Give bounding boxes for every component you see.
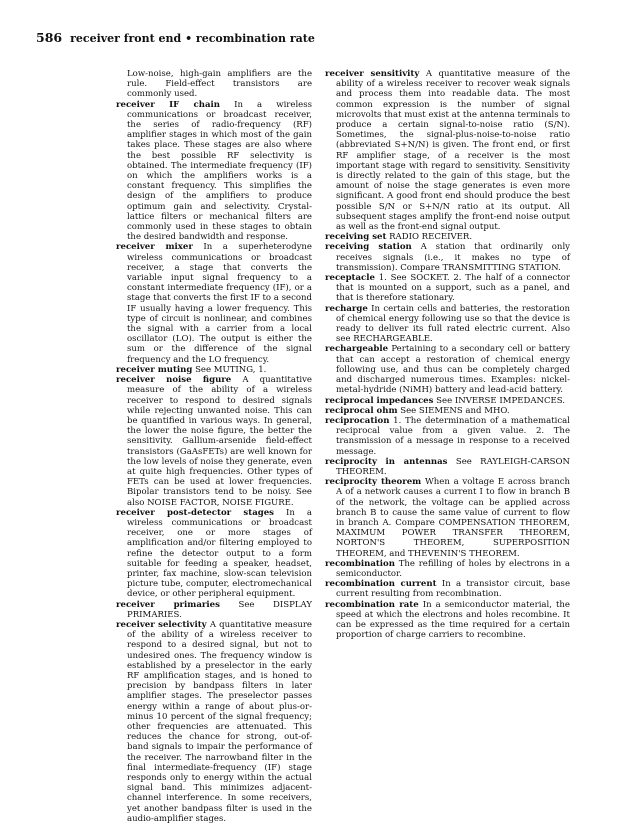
entry-definition: See DISPLAY PRIMARIES. — [127, 599, 312, 620]
dictionary-entry — [325, 304, 570, 345]
entry-definition: A quantitative measure of the ability of a wireless receiver to respond to desired signals while rejecting unwanted noise. This can be quantified in various ways. In general, the lower the noise figure, the better the sensitivity. Gallium-arsenide field-effect transistors (GaAsFETs) are well known for the low levels of noise they generate, even at quite high frequencies. Other types of FETs can be used at lower frequencies. Bipolar transistors tend to be noisy. See also NOISE FACTOR, NOISE FIGURE. — [127, 375, 312, 508]
dictionary-entry — [325, 242, 570, 273]
running-head: receiver front end • recombination rate — [70, 32, 315, 45]
entry-term: reciprocation — [325, 415, 390, 426]
entry-definition: A quantitative measure of the ability of a wireless receiver to recover weak signals and process them into readable data. The most common expression is the number of signal microvolts that must exist at the antenna terminals to produce a certain signal-to-noise ratio (S/N). Sometimes, the signal-plus-noise-to-noise ratio (abbreviated S+N/N) is given. The front end, or first RF amplifier stage, of a receiver is the most important stage with regard to sensitivity. Sensitivity is directly related to the gain of this stage, but the amount of noise the stage generates is even more significant. A good front end should produce the best possible S/N or S+N/N ratio at its output. All subsequent stages amplify the front-end noise output as well as the front-end signal output. — [336, 69, 571, 233]
entry-definition: A quantitative measure of the ability of a wireless receiver to respond to a desired signal, but not to undesired ones. The frequency window is established by a preselector in the early RF amplification stages, and is honed to precision by bandpass filters in later amplifier stages. The preselector passes energy within a range of about plus-or-minus 10 percent of the signal frequency; other frequencies are attenuated. This reduces the chance for strong, out-of-band signals to impair the performance of the receiver. The narrowband filter in the final intermediate-frequency (IF) stage responds only to energy within the actual signal band. This minimizes adjacent-channel interference. In some receivers, yet another bandpass filter is used in the audio-amplifier stages. — [127, 619, 312, 824]
entry-definition: See INVERSE IMPEDANCES. — [436, 395, 566, 406]
entry-term: reciprocal ohm — [325, 405, 398, 416]
dictionary-entry — [116, 100, 312, 243]
entry-term: rechargeable — [325, 344, 389, 355]
dictionary-entry — [116, 242, 312, 364]
dictionary-entry — [325, 69, 570, 232]
entry-term: recombination current — [325, 579, 437, 590]
dictionary-entry — [116, 620, 312, 824]
entry-term: receiver selectivity — [116, 619, 207, 630]
dictionary-entry — [325, 416, 570, 457]
entry-definition: Pertaining to a secondary cell or battery that can accept a restoration of chemical energy following use, and thus can be completely charged and discharged numerous times. Examples: nickel-metal-hydride (NiMH) battery and lead-acid battery. — [336, 344, 571, 396]
entry-definition: In a wireless communications or broadcast receiver, the series of radio-frequency (RF) amplifier stages in which most of the gain takes place. These stages are also where the best possible RF selectivity is obtained. The intermediate frequency (IF) on which the amplifiers works is a constant frequency. This simplifies the design of the amplifiers to produce optimum gain and selectivity. Crystal-lattice filters or mechanical filters are commonly used in these stages to obtain the desired bandwidth and response. — [127, 99, 313, 243]
entry-definition: In certain cells and batteries, the restoration of chemical energy following use so that the device is ready to deliver its full rated electric current. Also see RECHARGEABLE. — [336, 303, 571, 345]
entry-definition: 1. The determination of a mathematical reciprocal value from a given value. 2. The transmission of a message in response to a received message. — [336, 415, 571, 457]
entry-definition: 1. See SOCKET. 2. The half of a connector that is mounted on a support, such as a panel, and that is therefore stationary. — [336, 273, 570, 304]
entry-definition: See SIEMENS and MHO. — [400, 405, 510, 416]
dictionary-entry — [116, 600, 312, 620]
page-header — [36, 30, 315, 45]
entry-term: receiver IF chain — [116, 99, 220, 110]
entry-definition: In a semiconductor material, the speed at which the electrons and holes recombine. It can be expressed as the time required for a certain proportion of charge carriers to recombine. — [336, 599, 570, 641]
entry-term: receiver sensitivity — [325, 69, 420, 79]
entry-term: receiver noise figure — [116, 375, 232, 386]
entry-definition: In a wireless communications or broadcast receiver, one or more stages of amplification and/or filtering employed to refine the detector output to a form suitable for feeding a speaker, headset, printer, fax machine, slow-scan television picture tube, computer, electromechanical device, or other peripheral equipment. — [127, 507, 312, 600]
entry-term: recombination rate — [325, 599, 419, 610]
page-number: 586 — [36, 30, 63, 45]
dictionary-entry — [116, 508, 312, 600]
entry-definition: See RAYLEIGH-CARSON THEOREM. — [336, 456, 570, 477]
dictionary-entry — [325, 579, 570, 599]
entry-definition: In a transistor circuit, base current resulting from recombination. — [336, 579, 570, 600]
dictionary-entry — [325, 396, 570, 406]
entry-definition: When a voltage E across branch A of a network causes a current I to flow in branch B of the network, the voltage can be applied across branch B to cause the same value of current to flow in branch A. Compare COMPENSATION THEOREM, MAXIMUM POWER TRANSFER THEOREM, NORTON'S THEOREM, SUPERPOSITION THEOREM, and THEVENIN'S THEOREM. — [336, 477, 571, 559]
entry-definition: See MUTING, 1. — [195, 364, 267, 375]
entry-term: recharge — [325, 303, 368, 314]
dictionary-entry — [325, 232, 570, 242]
entry-definition: RADIO RECEIVER. — [389, 232, 473, 243]
dictionary-entry — [325, 344, 570, 395]
left-column — [116, 69, 312, 824]
entry-term: receiver post-detector stages — [116, 507, 274, 518]
dictionary-entry — [325, 273, 570, 304]
dictionary-entry — [325, 559, 570, 579]
entry-definition: In a superheterodyne wireless communications or broadcast receiver, a stage that converts the variable input signal frequency to a constant intermediate frequency (IF), or a stage that converts the first IF to a second IF usually having a lower frequency. This type of circuit is nonlinear, and combines the signal with a carrier from a local oscillator (LO). The output is either the sum or the difference of the signal frequency and the LO frequency. — [127, 242, 312, 365]
dictionary-entry — [116, 375, 312, 508]
entry-term: reciprocal impedances — [325, 395, 434, 406]
entry-term: receiver primaries — [116, 599, 220, 610]
entry-definition: A station that ordinarily only receives signals (i.e., it makes no type of transmission). Compare TRANSMITTING STATION. — [336, 242, 571, 273]
dictionary-entry — [116, 365, 312, 375]
dictionary-entry — [116, 69, 312, 100]
dictionary-entry — [325, 457, 570, 477]
entry-term: recombination — [325, 558, 395, 569]
right-column — [325, 69, 570, 640]
entry-term: reciprocity in antennas — [325, 456, 448, 467]
entry-definition: Low-noise, high-gain amplifiers are the rule. Field-effect transistors are commonly used. — [127, 69, 312, 100]
entry-term: receiving set — [325, 232, 387, 243]
entry-term: receptacle — [325, 273, 375, 284]
entry-term: receiving station — [325, 242, 412, 253]
dictionary-entry — [325, 477, 570, 559]
entry-term: receiver mixer — [116, 242, 193, 253]
dictionary-entry — [325, 406, 570, 416]
entry-term: reciprocity theorem — [325, 477, 422, 488]
dictionary-entry — [325, 600, 570, 641]
entry-definition: The refilling of holes by electrons in a semiconductor. — [336, 558, 571, 579]
entry-term: receiver muting — [116, 364, 193, 375]
